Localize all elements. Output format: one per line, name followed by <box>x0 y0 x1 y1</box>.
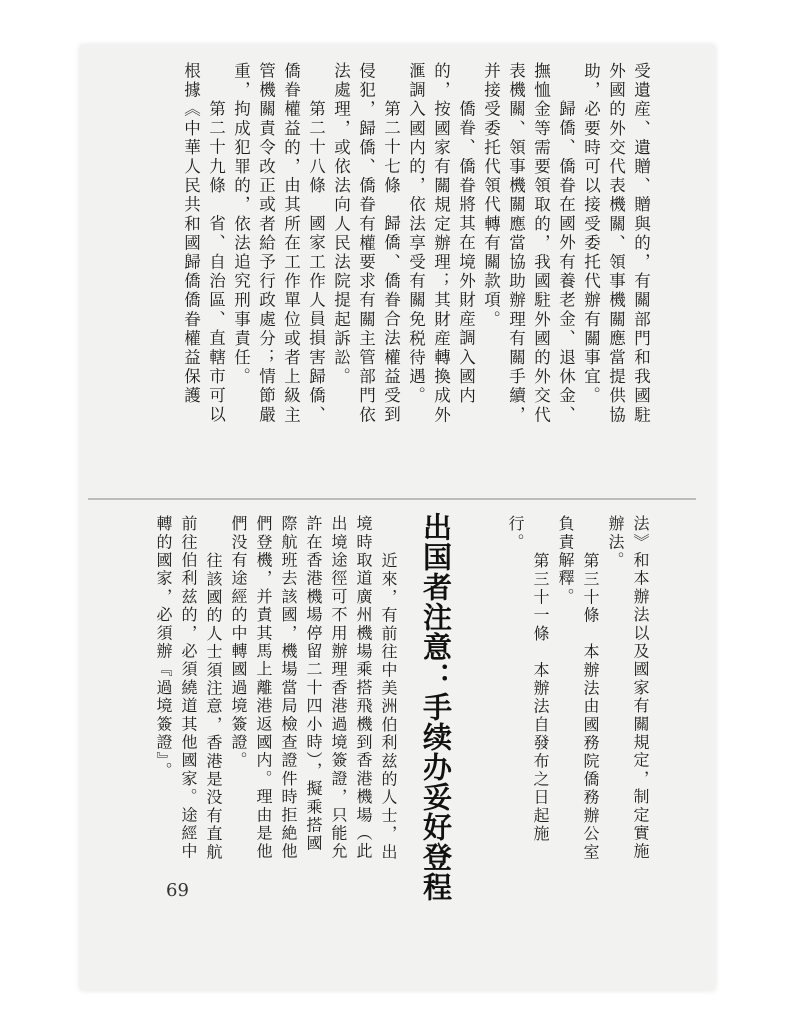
text-column: 轉的國家，必須辦『過境簽證』。 <box>154 515 173 780</box>
text-column: 際航班去該國，機場當局檢查證件時拒絶他 <box>279 515 298 861</box>
text-column: 第二十八條 國家工作人員損害歸僑、 <box>306 100 326 425</box>
text-column: 管機關責令改正或者給予行政處分；情節嚴 <box>256 62 276 425</box>
text-column: 第二十九條 省、自治區、直轄市可以 <box>206 100 226 425</box>
text-column: 僑眷、僑眷將其在境外財産調入國内 <box>456 100 476 406</box>
text-column: 第三十條 本辦法由國務院僑務辦公室 <box>581 552 600 862</box>
text-column: 前往伯利兹的，必須繞道其他國家。途經中 <box>179 515 198 861</box>
text-column: 表機關、領事機關應當協助辦理有關手續， <box>506 62 526 425</box>
text-column: 撫恤金等需要領取的，我國駐外國的外交代 <box>531 62 551 425</box>
text-column: 往該國的人士須注意，香港是没有直航 <box>204 552 223 862</box>
text-column: 行。 <box>506 515 525 552</box>
text-column: 第三十一條 本辦法自發布之日起施 <box>531 552 550 844</box>
text-column: 侵犯，歸僑、僑眷有權要求有關主管部門依 <box>356 62 376 425</box>
text-column: 重，拘成犯罪的，依法追究刑事責任。 <box>231 62 251 387</box>
text-column: 法》和本辦法以及國家有關規定，制定實施 <box>631 515 650 861</box>
text-column: 們没有途經的中轉國過境簽證。 <box>229 515 248 770</box>
text-column: 的，按國家有關規定辦理；其財産轉換成外 <box>431 62 451 425</box>
text-column: 僑眷權益的，由其所在工作單位或者上級主 <box>281 62 301 425</box>
text-column: 受遺産、遺贈、贈與的，有關部門和我國駐 <box>631 62 651 425</box>
text-column: 法處理，或依法向人民法院提起訴訟。 <box>331 62 351 387</box>
text-column: 出境途徑可不用辦理香港過境簽證，只能允 <box>329 515 348 861</box>
text-column: 第二十七條 歸僑、僑眷合法權益受到 <box>381 100 401 425</box>
text-column: 外國的外交代表機關、領事機關應當提供協 <box>606 62 626 425</box>
text-column: 根據《中華人民共和國歸僑僑眷權益保護 <box>181 62 201 406</box>
text-column: 歸僑、僑眷在國外有養老金、退休金、 <box>556 100 576 425</box>
text-column: 近來，有前往中美洲伯利兹的人士，出 <box>379 552 398 862</box>
page-number: 69 <box>166 880 189 901</box>
section-divider <box>88 498 696 500</box>
text-column: 助，必要時可以接受委托代辦有關事宜。 <box>581 62 601 406</box>
text-column: 許在香港機場停留二十四小時），擬乘搭國 <box>304 515 323 853</box>
text-column: 境時取道廣州機場乘搭飛機到香港機場（此 <box>354 515 373 861</box>
text-column: 們登機，并責其馬上離港返國内。理由是他 <box>254 515 273 861</box>
text-column: 負責解釋。 <box>556 515 575 606</box>
text-column: 并接受委托代領代轉有關款項。 <box>481 62 501 330</box>
text-column: 滙調入國内的，依法享受有關免税待遇。 <box>406 62 426 406</box>
notice-headline: 出国者注意：手续办妥好登程 <box>419 512 453 902</box>
text-column: 辦法。 <box>606 515 625 570</box>
